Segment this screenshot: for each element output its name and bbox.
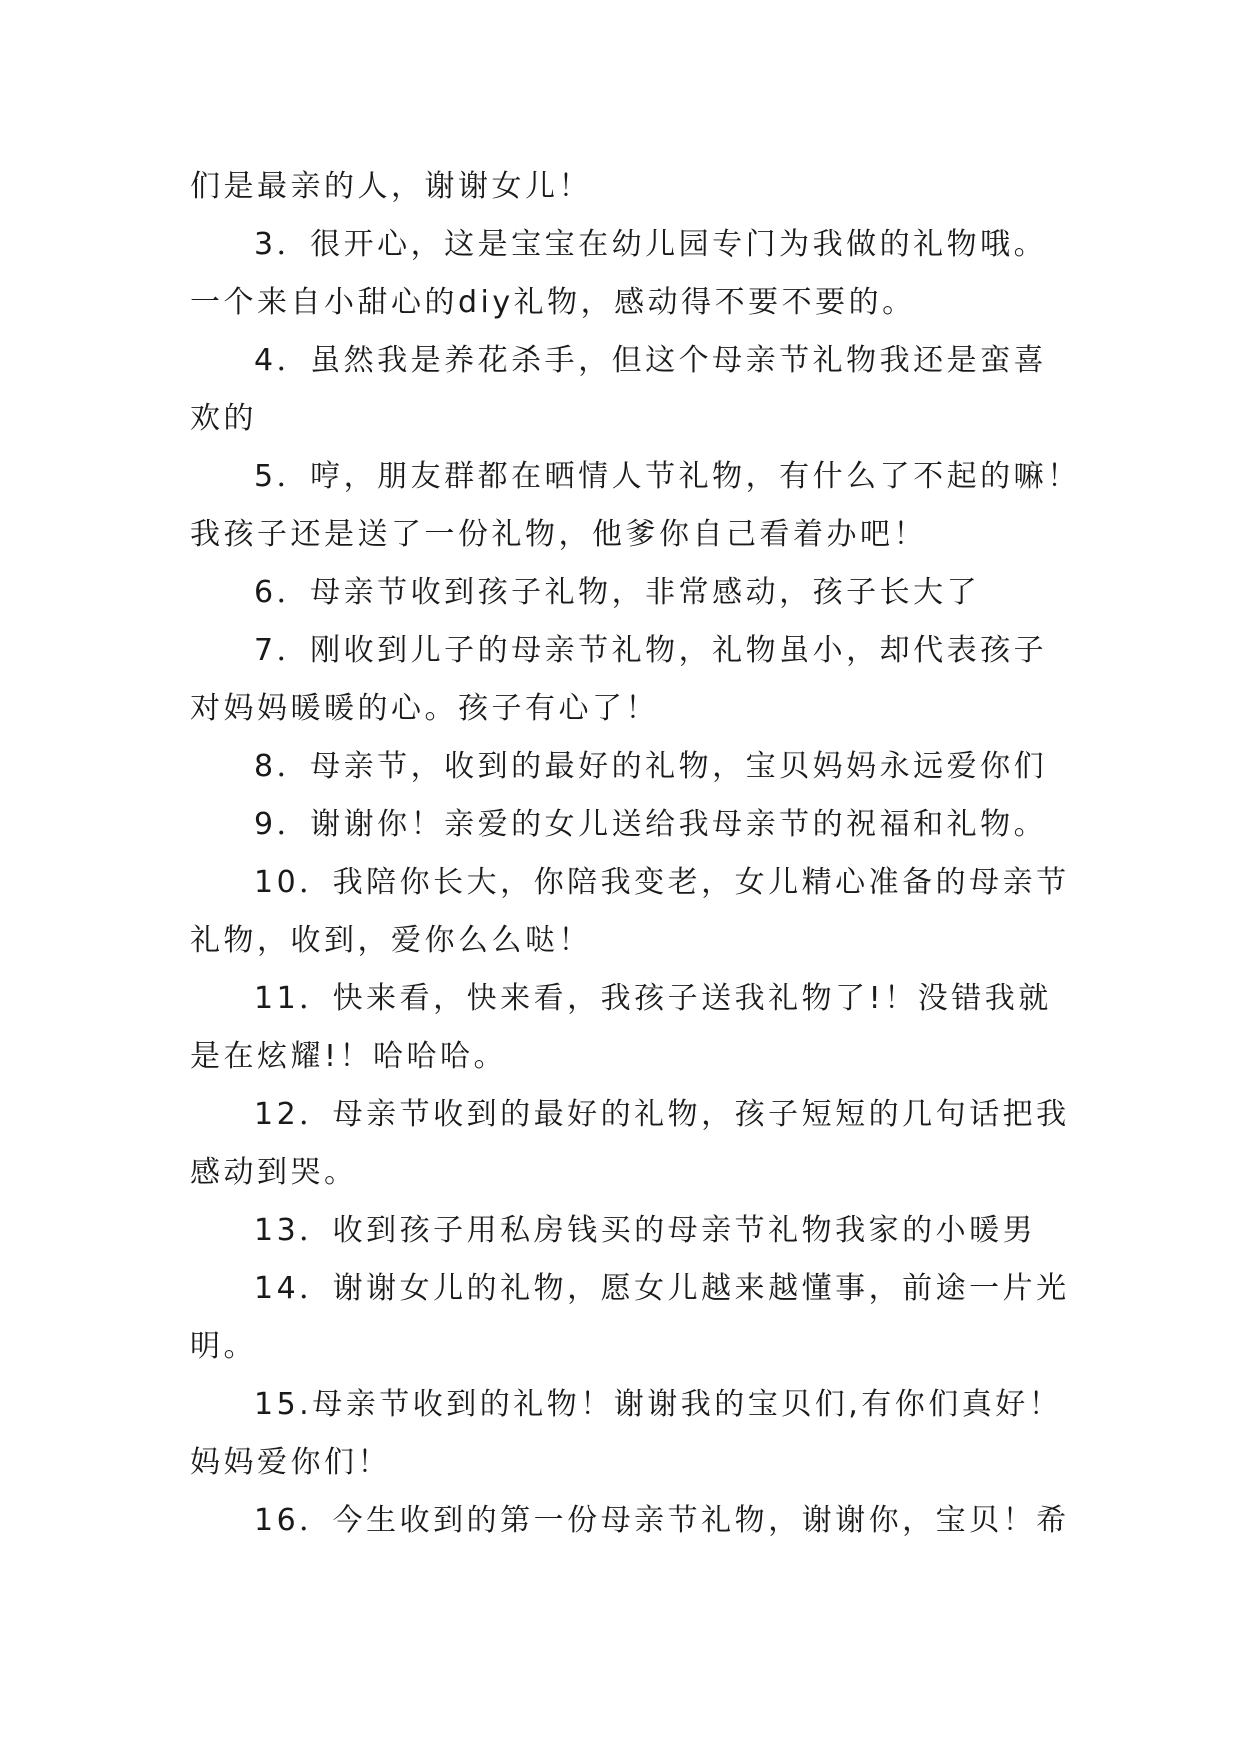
text-line: 15.母亲节收到的礼物！谢谢我的宝贝们,有你们真好！: [254, 1387, 1063, 1422]
document-body: [190, 158, 1081, 1550]
text-line: 明。: [190, 1329, 257, 1364]
text-line: 4．虽然我是养花杀手，但这个母亲节礼物我还是蛮喜: [254, 343, 1048, 378]
text-line: 10．我陪你长大，你陪我变老，女儿精心准备的母亲节: [254, 865, 1070, 900]
text-line: 我孩子还是送了一份礼物，他爹你自己看着办吧！: [190, 517, 927, 552]
text-line: 16．今生收到的第一份母亲节礼物，谢谢你，宝贝！希: [254, 1503, 1070, 1538]
text-line: 11．快来看，快来看，我孩子送我礼物了!！没错我就: [254, 981, 1052, 1016]
text-line: 们是最亲的人，谢谢女儿！: [190, 169, 592, 204]
text-line: 妈妈爱你们！: [190, 1445, 391, 1480]
text-line: 12．母亲节收到的最好的礼物，孩子短短的几句话把我: [254, 1097, 1070, 1132]
text-line: 7．刚收到儿子的母亲节礼物，礼物虽小，却代表孩子: [254, 633, 1048, 668]
text-line: 13．收到孩子用私房钱买的母亲节礼物我家的小暖男: [254, 1213, 1037, 1248]
text-line: 9．谢谢你！亲爱的女儿送给我母亲节的祝福和礼物。: [254, 807, 1048, 842]
text-line: 感动到哭。: [190, 1155, 358, 1190]
text-line: 礼物，收到，爱你么么哒！: [190, 923, 592, 958]
text-line: 6．母亲节收到孩子礼物，非常感动，孩子长大了: [254, 575, 981, 610]
text-line: 5．哼，朋友群都在晒情人节礼物，有什么了不起的嘛！: [254, 459, 1081, 494]
text-line: 14．谢谢女儿的礼物，愿女儿越来越懂事，前途一片光: [254, 1271, 1070, 1306]
text-line: 欢的: [190, 401, 257, 436]
text-line: 3．很开心，这是宝宝在幼儿园专门为我做的礼物哦。: [254, 227, 1048, 262]
text-line: 对妈妈暖暖的心。孩子有心了！: [190, 691, 659, 726]
text-line: 8．母亲节，收到的最好的礼物，宝贝妈妈永远爱你们: [254, 749, 1048, 784]
text-line: 是在炫耀!！哈哈哈。: [190, 1039, 508, 1074]
text-line: 一个来自小甜心的diy礼物，感动得不要不要的。: [190, 285, 916, 320]
